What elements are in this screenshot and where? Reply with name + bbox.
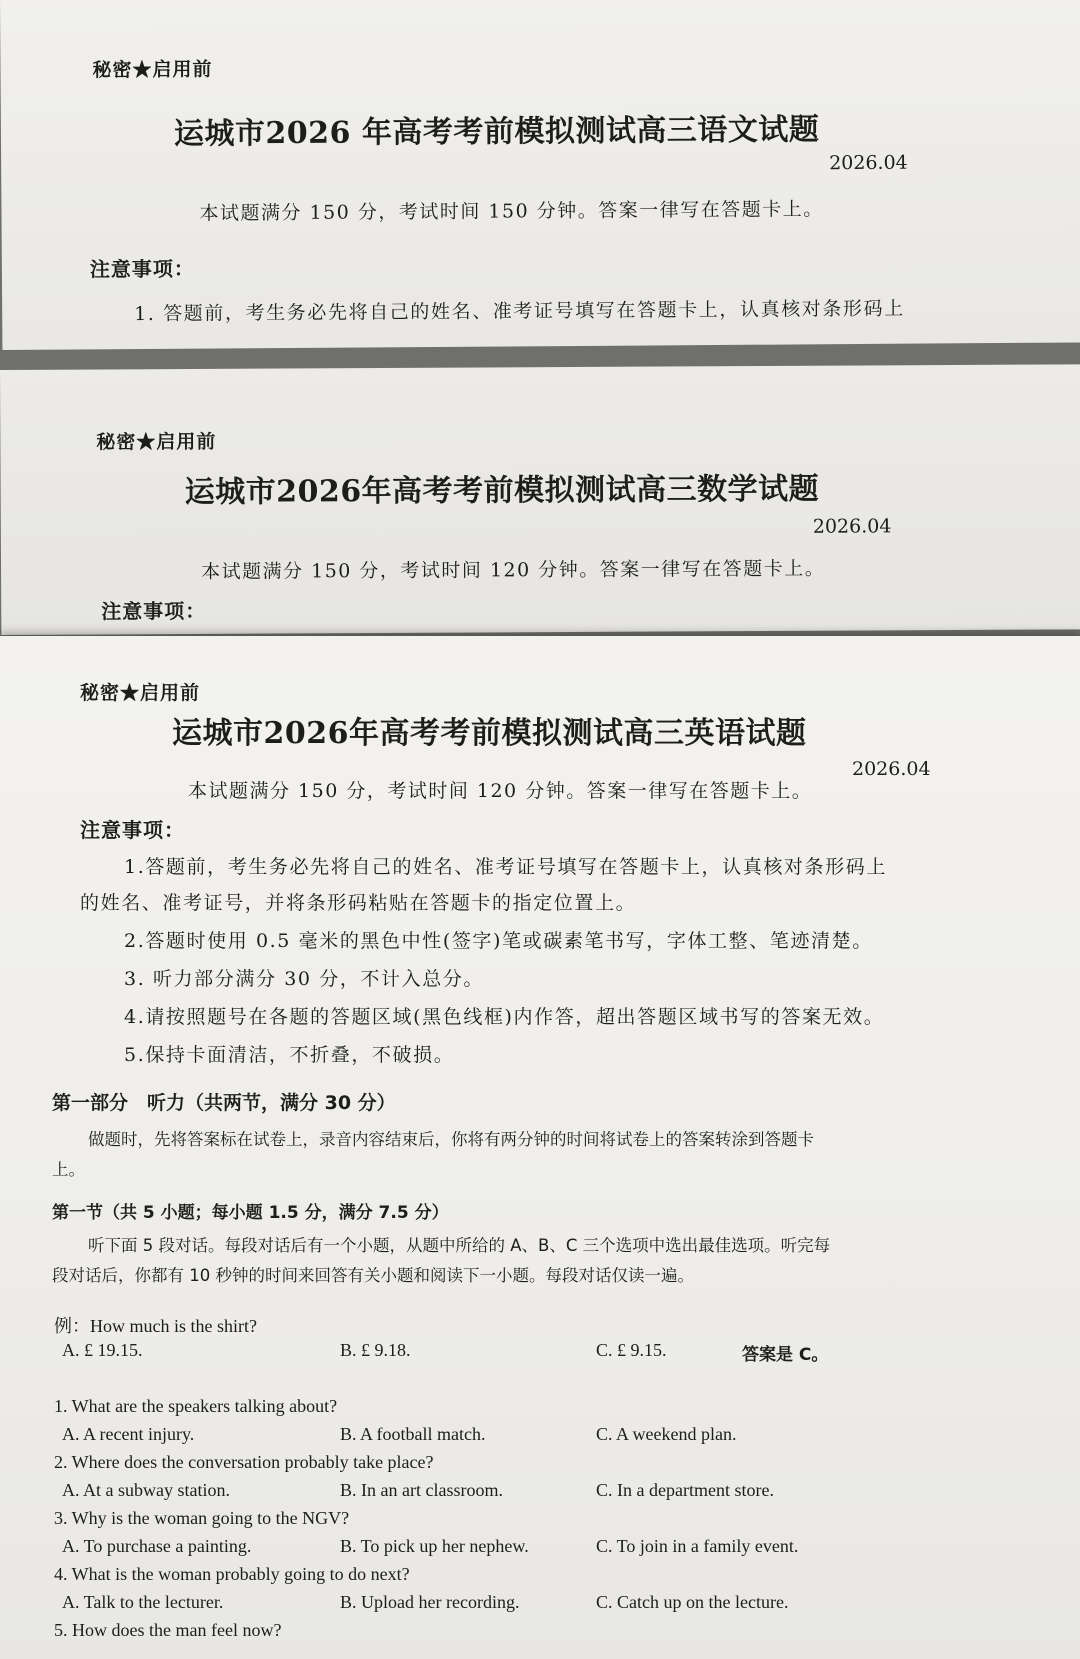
question-2-option-b: B. In an art classroom. (340, 1480, 503, 1500)
question-2-option-a: A. At a subway station. (62, 1480, 230, 1500)
question-3-option-a: A. To purchase a painting. (62, 1536, 252, 1556)
exam-title: 运城市2026 年高考考前模拟测试高三语文试题 (173, 112, 820, 152)
question-3-option-c: C. To join in a family event. (596, 1536, 799, 1556)
section-instructions: 听下面 5 段对话。每段对话后有一个小题，从题中所给的 A、B、C 三个选项中选出最佳选项。听完每 (88, 1236, 831, 1255)
exam-sheet-math (0, 364, 1080, 635)
exam-intro: 本试题满分 150 分，考试时间 120 分钟。答案一律写在答题卡上。 (201, 557, 826, 583)
notice-line: 2.答题时使用 0.5 毫米的黑色中性(签字)笔或碳素笔书写，字体工整、笔迹清楚。 (124, 930, 873, 952)
notice-line: 3. 听力部分满分 30 分，不计入总分。 (124, 968, 485, 990)
example-option-b: B. £ 9.18. (340, 1340, 411, 1360)
question-3-option-b: B. To pick up her nephew. (340, 1536, 529, 1556)
exam-sheet-english (0, 636, 1080, 1659)
exam-sheet-chinese (0, 0, 1080, 350)
confidential-label: 秘密★启用前 (92, 58, 213, 82)
exam-date: 2026.04 (829, 151, 908, 175)
question-4-option-b: B. Upload her recording. (340, 1592, 520, 1612)
confidential-label: 秘密★启用前 (80, 682, 201, 704)
exam-date: 2026.04 (852, 758, 931, 780)
notice-heading: 注意事项： (101, 598, 207, 624)
question-5: 5. How does the man feel now? (54, 1620, 282, 1640)
question-2: 2. Where does the conversation probably take place? (54, 1452, 434, 1472)
question-1: 1. What are the speakers talking about? (54, 1396, 338, 1416)
example-answer: 答案是 C。 (742, 1345, 829, 1365)
question-4-option-a: A. Talk to the lecturer. (62, 1592, 224, 1612)
example-question: 例：How much is the shirt? (54, 1316, 257, 1336)
exam-title: 运城市2026年高考考前模拟测试高三英语试题 (172, 716, 807, 751)
exam-intro: 本试题满分 150 分，考试时间 150 分钟。答案一律写在答题卡上。 (199, 198, 824, 225)
exam-date: 2026.04 (812, 515, 892, 538)
notice-line: 的姓名、准考证号，并将条形码粘贴在答题卡的指定位置上。 (80, 892, 637, 914)
example-option-c: C. £ 9.15. (596, 1340, 667, 1360)
question-4-option-c: C. Catch up on the lecture. (596, 1592, 789, 1612)
question-1-option-c: C. A weekend plan. (596, 1424, 737, 1444)
question-3: 3. Why is the woman going to the NGV? (54, 1508, 350, 1528)
notice-line: 1. 答题前，考生务必先将自己的姓名、准考证号填写在答题卡上，认真核对条形码上 (134, 297, 905, 326)
part-heading: 第一部分 听力（共两节，满分 30 分） (52, 1092, 396, 1114)
exam-title: 运城市2026年高考考前模拟测试高三数学试题 (184, 471, 820, 511)
part-instructions: 做题时，先将答案标在试卷上，录音内容结束后，你将有两分钟的时间将试卷上的答案转涂到答题卡 (88, 1130, 814, 1149)
section-heading: 第一节（共 5 小题；每小题 1.5 分，满分 7.5 分） (52, 1203, 449, 1223)
question-4: 4. What is the woman probably going to do next? (54, 1564, 410, 1584)
example-option-a: A. £ 19.15. (62, 1340, 143, 1360)
question-1-option-a: A. A recent injury. (62, 1424, 195, 1444)
question-1-option-b: B. A football match. (340, 1424, 486, 1444)
part-instructions: 上。 (52, 1160, 85, 1179)
notice-heading: 注意事项： (80, 818, 185, 842)
notice-line: 5.保持卡面清洁，不折叠，不破损。 (124, 1044, 455, 1066)
question-2-option-c: C. In a department store. (596, 1480, 774, 1500)
notice-heading: 注意事项： (89, 256, 195, 282)
confidential-label: 秘密★启用前 (96, 430, 217, 454)
exam-intro: 本试题满分 150 分，考试时间 120 分钟。答案一律写在答题卡上。 (188, 780, 813, 802)
section-instructions: 段对话后，你都有 10 秒钟的时间来回答有关小题和阅读下一小题。每段对话仅读一遍。 (52, 1266, 694, 1285)
notice-line: 1.答题前，考生务必先将自己的姓名、准考证号填写在答题卡上，认真核对条形码上 (124, 856, 887, 878)
notice-line: 4.请按照题号在各题的答题区域(黑色线框)内作答，超出答题区域书写的答案无效。 (124, 1006, 885, 1028)
